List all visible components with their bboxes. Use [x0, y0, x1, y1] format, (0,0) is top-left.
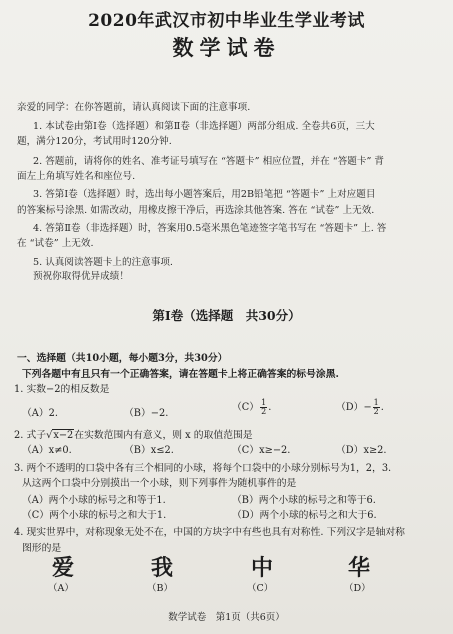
fraction	[260, 399, 267, 416]
notice-line: 4. 答第Ⅱ卷（非选择题）时，答案用0.5毫米黑色笔迹签字笔书写在 “答题卡” 上. 答	[33, 223, 387, 234]
sqrt-symbol: √	[46, 430, 53, 441]
question-2-option-d: （D）x≥2.	[336, 445, 387, 456]
option-character-d: 华	[348, 556, 371, 581]
question-3-stem: 3. 两个不透明的口袋中各有三个相同的小球，将每个口袋中的小球分别标号为1，2，3.	[14, 463, 392, 474]
question-2-stem	[14, 427, 253, 441]
option-d-prefix: （D）−	[336, 402, 372, 413]
notice-line: 2. 答题前，请将你的姓名、准考证号填写在 “答题卡” 相应位置，并在 “答题卡” 背	[33, 156, 385, 167]
question-1-option-a: （A）2.	[22, 408, 59, 419]
section-title: 第Ⅰ卷（选择题 共30分）	[152, 308, 301, 323]
question-2-option-a: （A）x≠0.	[22, 445, 72, 456]
question-1-option-b: （B）−2.	[124, 408, 169, 419]
option-character-c: 中	[251, 556, 274, 581]
question-3-option-a: （A）两个小球的标号之和等于1.	[22, 495, 166, 506]
fraction-denominator: 2	[373, 407, 379, 416]
question-instruction: 下列各题中有且只有一个正确答案，请在答题卡上将正确答案的标号涂黑.	[22, 369, 339, 380]
stem-part: 在实数范围内有意义，则 x 的取值范围是	[74, 430, 253, 441]
fraction-numerator: 1	[261, 398, 267, 407]
option-c-prefix: （C）	[232, 402, 260, 413]
watermark-decoration: ~	[64, 106, 98, 144]
stem-part: 2. 式子	[14, 430, 47, 441]
question-2-option-b: （B）x≤2.	[124, 445, 174, 456]
fraction-numerator: 1	[373, 398, 379, 407]
sqrt-radicand: x−2	[53, 430, 74, 441]
question-3-stem: 从这两个口袋中分别摸出一个小球，则下列事件为随机事件的是	[22, 478, 297, 489]
question-1-option-d: （D）− $\frac{1}{2}$ .	[336, 398, 384, 416]
question-4-stem: 图形的是	[22, 543, 62, 554]
fraction	[373, 399, 380, 416]
notice-line: 3. 答第Ⅰ卷（选择题）时，选出每小题答案后，用2B铅笔把 “答题卡” 上对应题目	[33, 189, 376, 200]
notice-line: 5. 认真阅读答题卡上的注意事项.	[33, 257, 173, 268]
question-4-stem: 4. 现实世界中，对称现象无处不在，中国的方块字中有些也具有对称性. 下列汉字是轴对称	[14, 527, 405, 538]
question-1-stem: 1. 实数−2的相反数是	[14, 384, 110, 395]
question-3-option-c: （C）两个小球的标号之和大于1.	[22, 510, 167, 521]
notice-line: 的答案标号涂黑. 如需改动，用橡皮擦干净后，再选涂其他答案. 答在 “试卷” 上无效.	[17, 205, 375, 216]
option-label-b: （B）	[147, 583, 173, 594]
notice-line: 题，满分120分，考试用时120分钟.	[17, 136, 172, 147]
exam-title: 2020年武汉市初中毕业生学业考试	[88, 11, 365, 31]
option-label-c: （C）	[247, 583, 274, 594]
notice-line: 面左上角填写姓名和座位号.	[17, 171, 136, 182]
notice-line: 在 “试卷” 上无效.	[17, 238, 94, 249]
question-1-option-c: （C） $\frac{1}{2}$ .	[232, 398, 272, 416]
page-footer: 数学试卷 第1页（共6页）	[168, 612, 285, 623]
exam-subtitle: 数学试卷	[172, 35, 281, 60]
option-character-a: 爱	[52, 556, 75, 581]
question-3-option-d: （D）两个小球的标号之和大于6.	[232, 510, 377, 521]
option-label-d: （D）	[344, 583, 371, 594]
option-character-b: 我	[151, 556, 174, 581]
notice-line: 预祝你取得优异成绩！	[33, 271, 129, 282]
question-3-option-b: （B）两个小球的标号之和等于6.	[232, 495, 376, 506]
option-label-a: （A）	[48, 583, 74, 594]
notice-greeting: 亲爱的同学：在你答题前，请认真阅读下面的注意事项.	[17, 102, 251, 113]
question-group-header: 一、选择题（共10小题，每小题3分，共30分）	[17, 353, 228, 364]
fraction-denominator: 2	[261, 407, 267, 416]
question-2-option-c: （C）x≥−2.	[232, 445, 291, 456]
notice-line: 1. 本试卷由第Ⅰ卷（选择题）和第Ⅱ卷（非选择题）两部分组成. 全卷共6页，三大	[33, 121, 375, 132]
